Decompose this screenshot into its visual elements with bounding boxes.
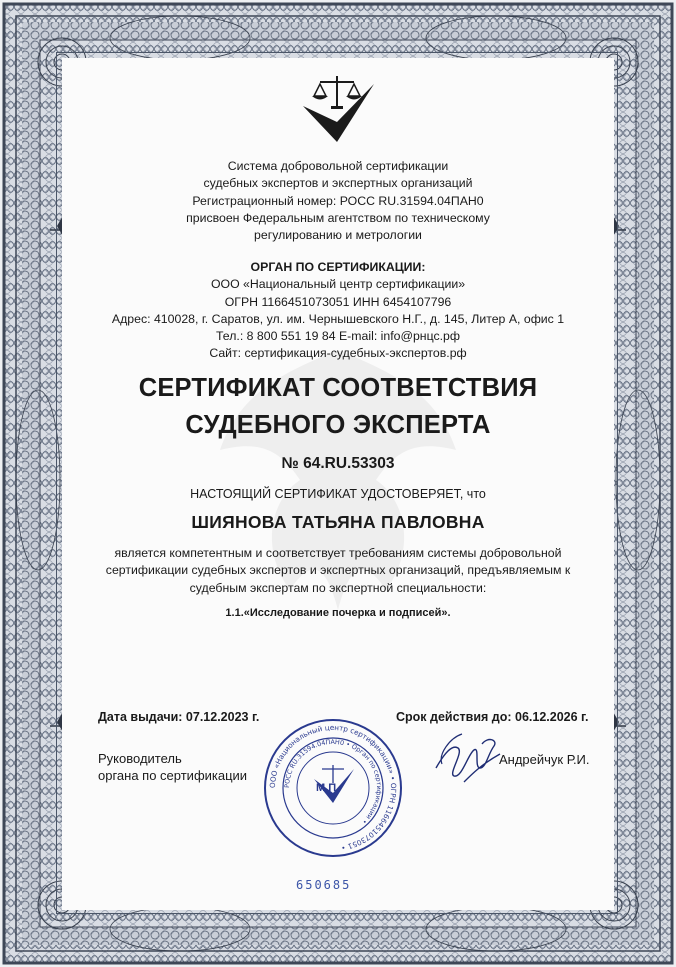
compliance-statement	[80, 545, 596, 597]
system-line: регулированию и метрологии	[254, 228, 422, 243]
organ-line: ООО «Национальный центр сертификации»	[210, 277, 466, 292]
certificate-title	[80, 370, 596, 444]
organ-line: Адрес: 410028, г. Саратов, ул. им. Чернышевского Н.Г., д. 145, Литер А, офис 1	[111, 311, 565, 326]
seal-outer-text: ООО «Национальный центр сертификации» • ОГРН 1166451073051 •	[267, 722, 399, 853]
handwritten-signature-icon	[428, 724, 506, 794]
certification-body-heading: ОРГАН ПО СЕРТИФИКАЦИИ:	[250, 260, 426, 274]
compliance-line: сертификации судебных экспертов и экспертных организаций, предъявляемым к	[105, 563, 571, 578]
system-line: присвоен Федеральным агентством по техническому	[186, 210, 490, 225]
signatory-name: Андрейчук Р.И.	[499, 752, 590, 767]
signatory-role	[98, 750, 247, 784]
certification-system-info	[80, 158, 596, 244]
compliance-line: является компетентным и соответствует требованиям системы добровольной	[114, 546, 562, 560]
seal-center-label: М.П.	[316, 782, 340, 794]
system-line: Регистрационный номер: РОСС RU.31594.04ПАН0	[192, 193, 484, 208]
organ-line: Тел.: 8 800 551 19 84 E-mail: info@рнцс.рф	[215, 329, 461, 344]
compliance-line: судебным экспертам по экспертной специальности:	[189, 580, 487, 595]
signatory-role-line-1: Руководитель	[98, 751, 182, 766]
seal-inner-text: РОСС RU.31594.04ПАН0 • Орган по сертификации •	[282, 737, 384, 826]
valid-until-date: Срок действия до: 06.12.2026 г.	[396, 710, 589, 724]
certificate-number: № 64.RU.53303	[281, 455, 395, 472]
organ-line: ОГРН 1166451073051 ИНН 6454107796	[224, 294, 452, 309]
certifies-statement: НАСТОЯЩИЙ СЕРТИФИКАТ УДОСТОВЕРЯЕТ, что	[190, 487, 486, 501]
serial-number: 650685	[296, 878, 352, 892]
issue-date: Дата выдачи: 07.12.2023 г.	[98, 710, 260, 724]
title-line-1: СЕРТИФИКАТ СООТВЕТСТВИЯ	[138, 374, 538, 402]
expert-specialty: 1.1.«Исследование почерка и подписей».	[225, 607, 451, 619]
scales-of-justice-logo-icon	[298, 70, 376, 144]
holder-name: ШИЯНОВА ТАТЬЯНА ПАВЛОВНА	[191, 512, 485, 532]
system-line: судебных экспертов и экспертных организаций	[203, 176, 473, 191]
signatory-role-line-2: органа по сертификации	[98, 768, 248, 783]
organ-line: Сайт: сертификация-судебных-экспертов.рф	[209, 346, 467, 361]
title-line-2: СУДЕБНОГО ЭКСПЕРТА	[185, 411, 491, 439]
certification-body-info	[80, 259, 596, 363]
system-line: Система добровольной сертификации	[227, 159, 449, 173]
